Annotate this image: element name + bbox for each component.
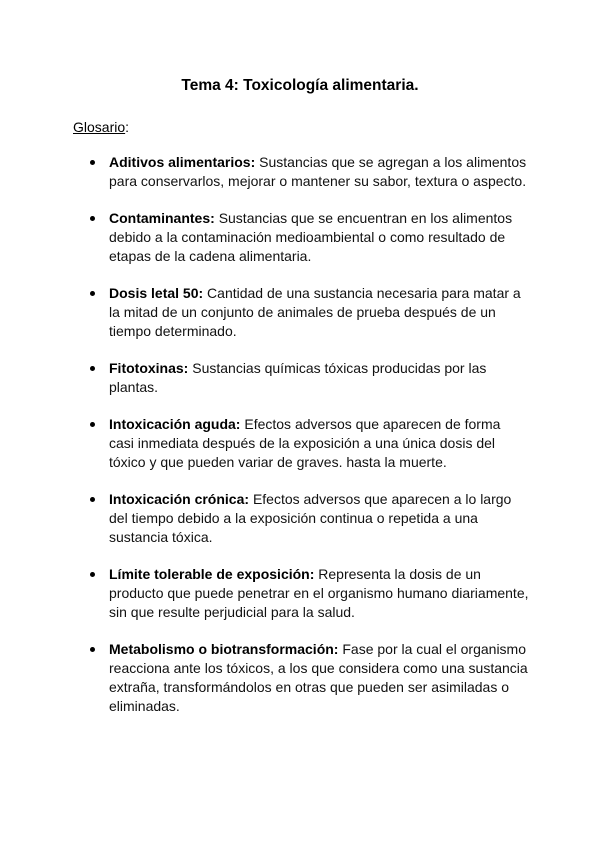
glossary-term: Fitotoxinas: [109,360,189,376]
glossary-term: Intoxicación aguda: [109,416,241,432]
glossary-definition: Efectos adversos que aparecen de forma casi inmediata después de la exposición a una única dosis del tóxico y que pueden variar de graves. hasta la muerte. [109,416,501,470]
glossary-item [109,415,529,472]
glossary-term: Intoxicación crónica: [109,491,250,507]
glossary-heading [73,119,129,135]
glossary-definition: Representa la dosis de un producto que puede penetrar en el organismo humano diariamente, sin que resulte perjudicial para la salud. [109,566,529,620]
glossary-term: Metabolismo o biotransformación: [109,641,339,657]
glossary-term: Límite tolerable de exposición: [109,566,315,582]
glossary-item [109,565,529,622]
glossary-definition: Efectos adversos que aparecen a lo largo del tiempo debido a la exposición continua o repetida a una sustancia tóxica. [109,491,512,545]
glossary-list [0,153,529,734]
glossary-item [109,490,529,547]
glossary-item [109,209,529,266]
glossary-colon: : [125,119,130,135]
glossary-item [109,640,529,716]
document-title: Tema 4: Toxicología alimentaria. [181,77,419,94]
glossary-item [109,284,529,341]
glossary-item [109,359,529,397]
glossary-definition: Fase por la cual el organismo reacciona ante los tóxicos, a los que considera como una sustancia extraña, transformándolos en otras que pueden ser asimiladas o eliminadas. [109,641,528,714]
glossary-term: Aditivos alimentarios: [109,154,256,170]
glossary-label: Glosario [73,119,126,135]
glossary-definition: Cantidad de una sustancia necesaria para matar a la mitad de un conjunto de animales de prueba después de un tiempo determinado. [109,285,521,339]
glossary-definition: Sustancias que se agregan a los alimentos para conservarlos, mejorar o mantener su sabor, textura o aspecto. [109,154,527,189]
glossary-definition: Sustancias químicas tóxicas producidas por las plantas. [109,360,487,395]
glossary-term: Dosis letal 50: [109,285,204,301]
glossary-term: Contaminantes: [109,210,215,226]
glossary-definition: Sustancias que se encuentran en los alimentos debido a la contaminación medioambiental o como resultado de etapas de la cadena alimentaria. [109,210,513,264]
glossary-item [109,153,529,191]
